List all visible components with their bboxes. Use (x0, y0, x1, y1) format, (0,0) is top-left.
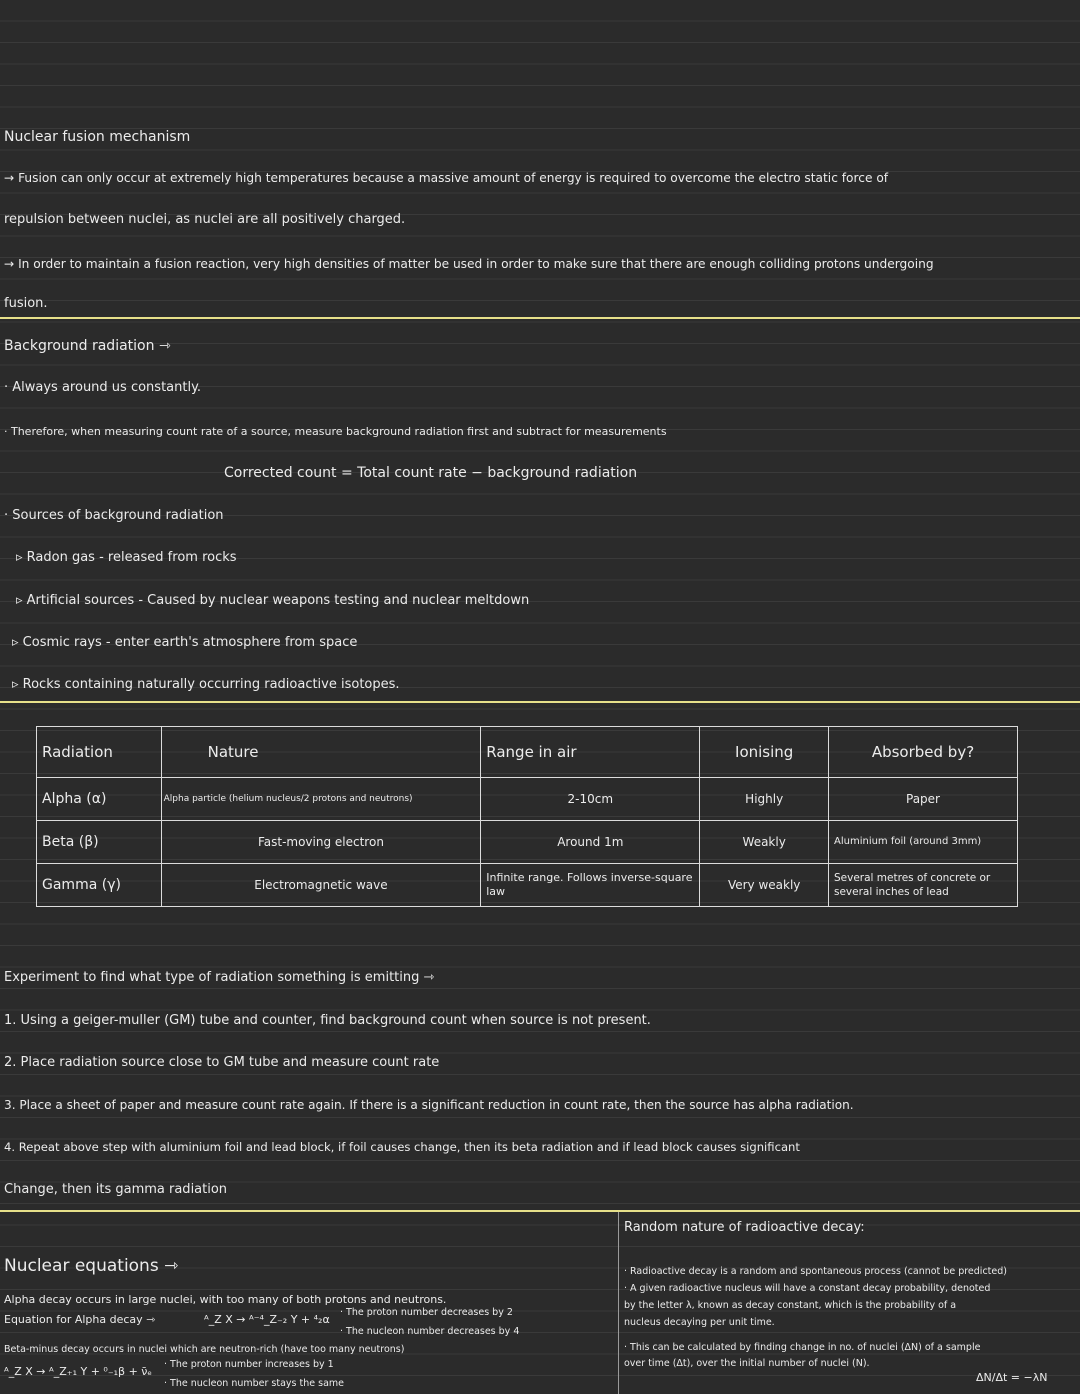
decay-formula: ΔN/Δt = −λN (976, 1371, 1048, 1384)
sources-title: · Sources of background radiation (4, 508, 224, 523)
alpha-note: · The proton number decreases by 2 (340, 1307, 513, 1318)
fusion-para-2b: fusion. (4, 296, 48, 311)
fusion-para-1b: repulsion between nuclei, as nuclei are all positively charged. (4, 212, 406, 227)
random-line: nucleus decaying per unit time. (624, 1317, 775, 1328)
beta-description: Beta-minus decay occurs in nuclei which are neutron-rich (have too many neutrons) (4, 1344, 405, 1355)
table-cell: Gamma (γ) (37, 864, 162, 907)
table-header: Ionising (700, 727, 829, 778)
random-line: · A given radioactive nucleus will have a constant decay probability, denoted (624, 1283, 991, 1294)
table-cell: Several metres of concrete or several inches of lead (829, 864, 1018, 907)
column-divider (618, 1212, 619, 1394)
table-cell: Paper (829, 778, 1018, 821)
table-cell: Fast-moving electron (161, 821, 481, 864)
table-row (37, 864, 1018, 907)
section-divider (0, 1210, 1080, 1212)
table-row (37, 821, 1018, 864)
background-line-1: · Always around us constantly. (4, 380, 202, 395)
table-cell: Highly (700, 778, 829, 821)
table-header-row (37, 727, 1018, 778)
fusion-para-2a: → In order to maintain a fusion reaction, very high densities of matter be used in order to make sure that there are enough colliding protons undergoing (4, 257, 934, 271)
fusion-para-1a: → Fusion can only occur at extremely high temperatures because a massive amount of energy is required to overcome the electro static force of (4, 171, 889, 185)
random-title: Random nature of radioactive decay: (624, 1220, 865, 1235)
random-line: · This can be calculated by finding change in no. of nuclei (ΔN) of a sample (624, 1342, 981, 1353)
beta-note: · The proton number increases by 1 (164, 1359, 334, 1370)
table-header: Range in air (481, 727, 700, 778)
table-row (37, 778, 1018, 821)
table-cell: Aluminium foil (around 3mm) (829, 821, 1018, 864)
experiment-step: 3. Place a sheet of paper and measure count rate again. If there is a significant reduction in count rate, then the source has alpha radiation. (4, 1098, 854, 1112)
table-header: Nature (161, 727, 481, 778)
source-item: ▹ Radon gas - released from rocks (16, 550, 237, 565)
alpha-note: · The nucleon number decreases by 4 (340, 1326, 520, 1337)
table-cell: Electromagnetic wave (161, 864, 481, 907)
corrected-count-formula: Corrected count = Total count rate − background radiation (224, 465, 638, 481)
table-cell: Alpha particle (helium nucleus/2 protons and neutrons) (161, 778, 481, 821)
table-cell: 2-10cm (481, 778, 700, 821)
random-line: · Radioactive decay is a random and spontaneous process (cannot be predicted) (624, 1266, 1007, 1277)
section-divider (0, 317, 1080, 319)
source-item: ▹ Rocks containing naturally occurring radioactive isotopes. (12, 677, 400, 692)
source-item: ▹ Artificial sources - Caused by nuclear weapons testing and nuclear meltdown (16, 593, 530, 608)
alpha-description: Alpha decay occurs in large nuclei, with too many of both protons and neutrons. (4, 1293, 447, 1306)
equations-title: Nuclear equations ⇾ (4, 1256, 179, 1276)
table-header: Radiation (37, 727, 162, 778)
section-divider (0, 701, 1080, 703)
beta-note: · The nucleon number stays the same (164, 1378, 344, 1389)
fusion-title: Nuclear fusion mechanism (4, 129, 191, 145)
table-cell: Alpha (α) (37, 778, 162, 821)
experiment-step: Change, then its gamma radiation (4, 1182, 228, 1197)
random-line: by the letter λ, known as decay constant, which is the probability of a (624, 1300, 957, 1311)
source-item: ▹ Cosmic rays - enter earth's atmosphere from space (12, 635, 358, 650)
experiment-step: 2. Place radiation source close to GM tube and measure count rate (4, 1055, 440, 1070)
table-cell: Around 1m (481, 821, 700, 864)
beta-equation: ᴬ_Z X → ᴬ_Z₊₁ Y + ⁰₋₁β + ν̄ₑ (4, 1365, 153, 1378)
table-cell: Weakly (700, 821, 829, 864)
background-title: Background radiation ⇾ (4, 338, 171, 354)
experiment-title: Experiment to find what type of radiation something is emitting ⇾ (4, 970, 435, 985)
table-header: Absorbed by? (829, 727, 1018, 778)
radiation-table (36, 726, 1018, 907)
alpha-equation: ᴬ_Z X → ᴬ⁻⁴_Z₋₂ Y + ⁴₂α (204, 1313, 330, 1326)
alpha-equation-label: Equation for Alpha decay ⇾ (4, 1313, 156, 1326)
background-line-2: · Therefore, when measuring count rate of a source, measure background radiation first and subtract for measurements (4, 425, 667, 438)
experiment-step: 1. Using a geiger-muller (GM) tube and counter, find background count when source is not present. (4, 1013, 651, 1028)
experiment-step: 4. Repeat above step with aluminium foil and lead block, if foil causes change, then its beta radiation and if lead block causes significant (4, 1140, 800, 1154)
table-cell: Very weakly (700, 864, 829, 907)
table-cell: Infinite range. Follows inverse-square law (481, 864, 700, 907)
table-cell: Beta (β) (37, 821, 162, 864)
random-line: over time (Δt), over the initial number of nuclei (N). (624, 1358, 870, 1369)
